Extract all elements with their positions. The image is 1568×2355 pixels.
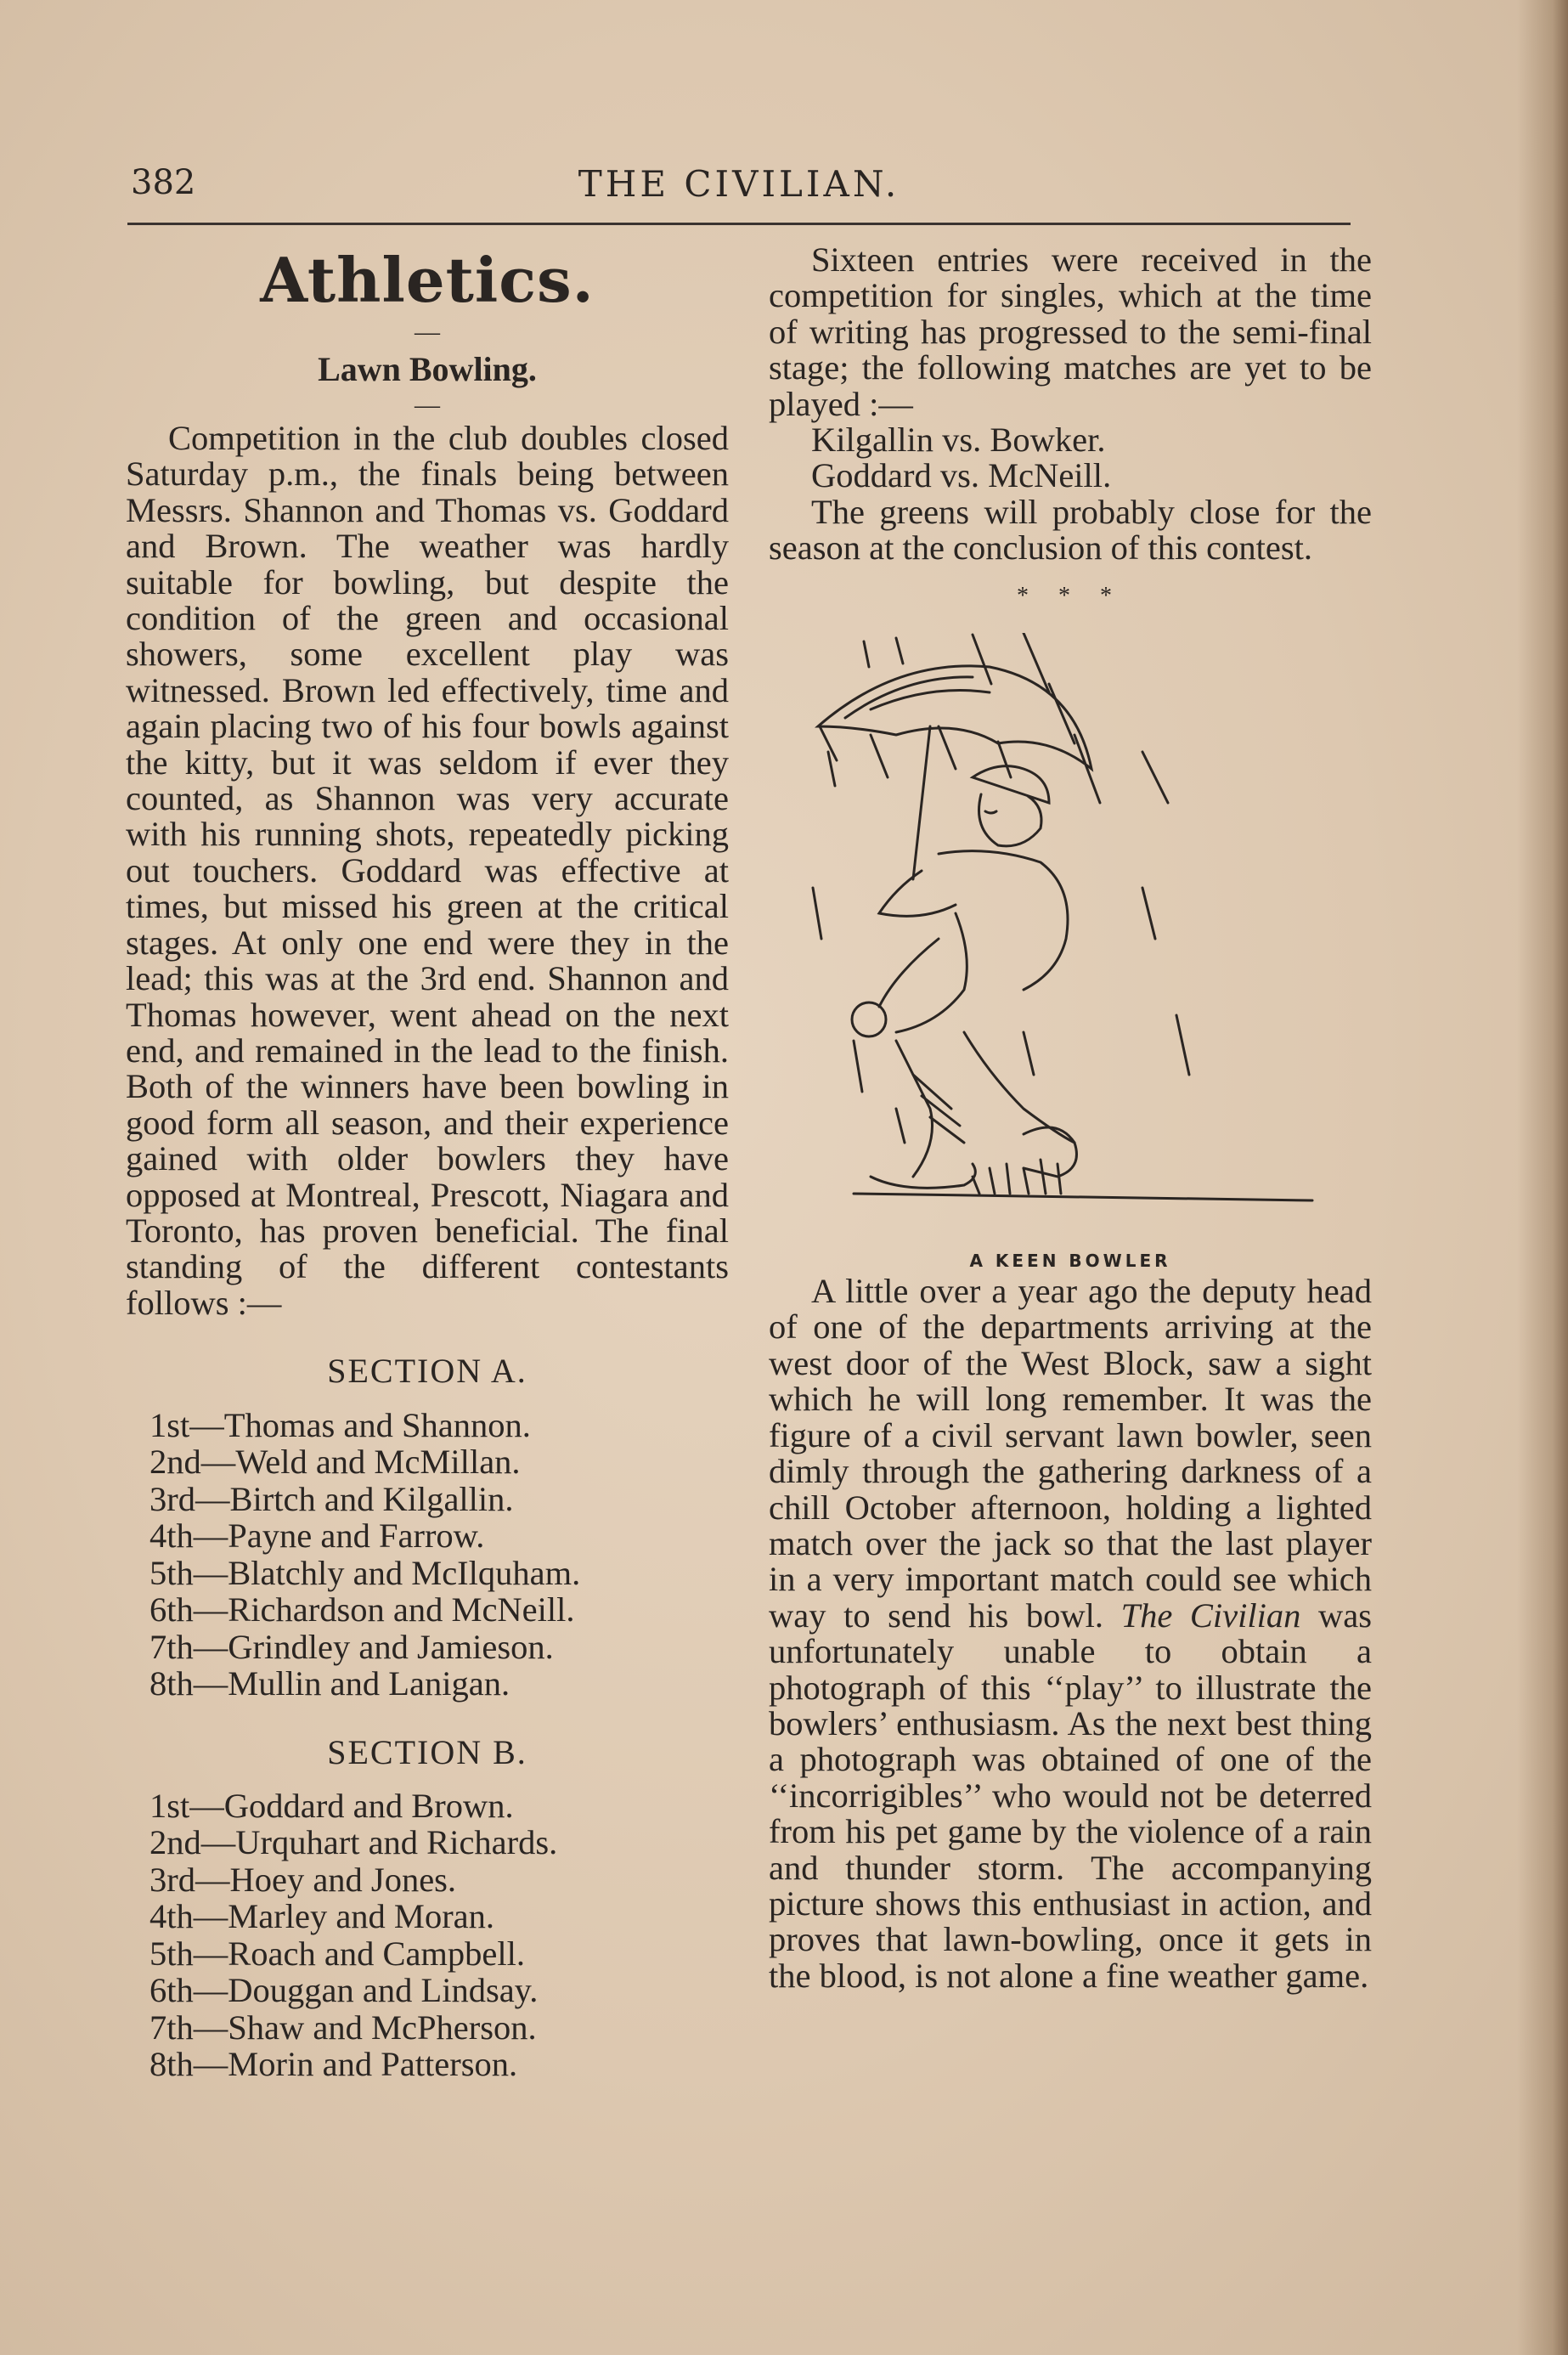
left-column <box>126 242 729 2083</box>
list-item: 1st—Goddard and Brown. <box>149 1786 514 1825</box>
section-b-title: SECTION B. <box>327 1732 527 1771</box>
list-item: 3rd—Birtch and Kilgallin. <box>149 1479 514 1518</box>
section-b-standings <box>126 1787 729 2083</box>
enthusiast-text-a: A little over a year ago the deputy head of one of the departments arriving at the west door of the West Block, saw a sight which he will long remember. It was the figure of a civil servant lawn bowler, seen dimly through the gathering darkness of a chill October afternoon, holding a lighted match over the jack so that the last player in a very important match could see which way to send his bowl. <box>769 1272 1372 1635</box>
singles-paragraph: Sixteen entries were received in the competition for singles, which at the time of writing has progressed to the semi-final stage; the following matches are yet to be played :— <box>769 240 1372 423</box>
list-item: 4th—Marley and Moran. <box>149 1897 495 1936</box>
page-header <box>127 163 1351 214</box>
list-item: 5th—Blatchly and McIlquham. <box>149 1553 581 1592</box>
match-line-2: Goddard vs. McNeill. <box>811 456 1112 495</box>
list-item: 7th—Shaw and McPherson. <box>149 2008 537 2047</box>
match-line-1: Kilgallin vs. Bowker. <box>811 421 1106 460</box>
list-item: 7th—Grindley and Jamieson. <box>149 1627 554 1666</box>
right-column <box>769 242 1372 1994</box>
enthusiast-paragraph <box>769 1274 1372 1994</box>
list-item: 5th—Roach and Campbell. <box>149 1934 526 1973</box>
section-a-title: SECTION A. <box>327 1352 527 1391</box>
publication-name-italic: The Civilian <box>1120 1595 1301 1635</box>
article-subheading: Lawn Bowling. <box>318 350 537 388</box>
page-number: 382 <box>131 163 196 202</box>
bowler-sketch <box>769 633 1372 1268</box>
list-item: 8th—Morin and Patterson. <box>149 2045 518 2084</box>
page-edge-shadow <box>1517 0 1568 2355</box>
illustration-caption: A KEEN BOWLER <box>969 1251 1171 1272</box>
list-item: 2nd—Urquhart and Richards. <box>149 1823 558 1862</box>
list-item: 4th—Payne and Farrow. <box>149 1516 485 1556</box>
list-item: 6th—Douggan and Lindsay. <box>149 1971 539 2010</box>
separator-bottom: — <box>415 391 440 419</box>
article-paragraph: Competition in the club doubles closed Saturday p.m., the finals being between Messrs. Shannon and Thomas vs. Goddard and Brown. The weather was hardly suitable for bowling, but despite the condition of the green and occasional showers, some excellent play was witnessed. Brown led effectively, time and again placing two of his four bowls against the kitty, but it was seldom if ever they counted, as Shannon was very accurate with his running shots, repeatedly picking out touchers. Goddard was effective at times, but missed his green at the critical stages. At only one end were they in the lead; this was at the 3rd end. Shannon and Thomas however, went ahead on the next end, and remained in the lead to the finish. Both of the winners have been bowling in good form all season, and their experience gained with older bowlers they have opposed at Montreal, Prescott, Niagara and Toronto, has proven beneficial. The final standing of the different contestants follows :— <box>126 419 729 1322</box>
list-item: 8th—Mullin and Lanigan. <box>149 1664 510 1703</box>
greens-paragraph: The greens will probably close for the season at the conclusion of this contest. <box>769 492 1372 568</box>
section-break-stars: * * * <box>1017 582 1124 609</box>
list-item: 3rd—Hoey and Jones. <box>149 1860 457 1899</box>
list-item: 6th—Richardson and McNeill. <box>149 1590 575 1629</box>
enthusiast-text-b: was unfortunately unable to obtain a photograph of this ‘‘play’’ to illustrate the bowlers’ enthusiasm. As the next best thing a photograph was obtained of one of the ‘‘incorrigibles’’ who would not be deterred from his pet game by the violence of a rain and thunder storm. The accompanying picture shows this enthusiast in action, and proves that lawn-bowling, once it gets in the blood, is not alone a fine weather game. <box>769 1595 1372 1995</box>
list-item: 1st—Thomas and Shannon. <box>149 1405 531 1444</box>
keen-bowler-illustration <box>769 633 1372 1272</box>
section-heading: Athletics. <box>260 244 595 316</box>
list-item: 2nd—Weld and McMillan. <box>149 1443 521 1482</box>
running-title: THE CIVILIAN. <box>578 163 900 205</box>
separator-top: — <box>415 318 440 346</box>
header-rule <box>127 223 1351 225</box>
section-a-standings <box>126 1407 729 1703</box>
